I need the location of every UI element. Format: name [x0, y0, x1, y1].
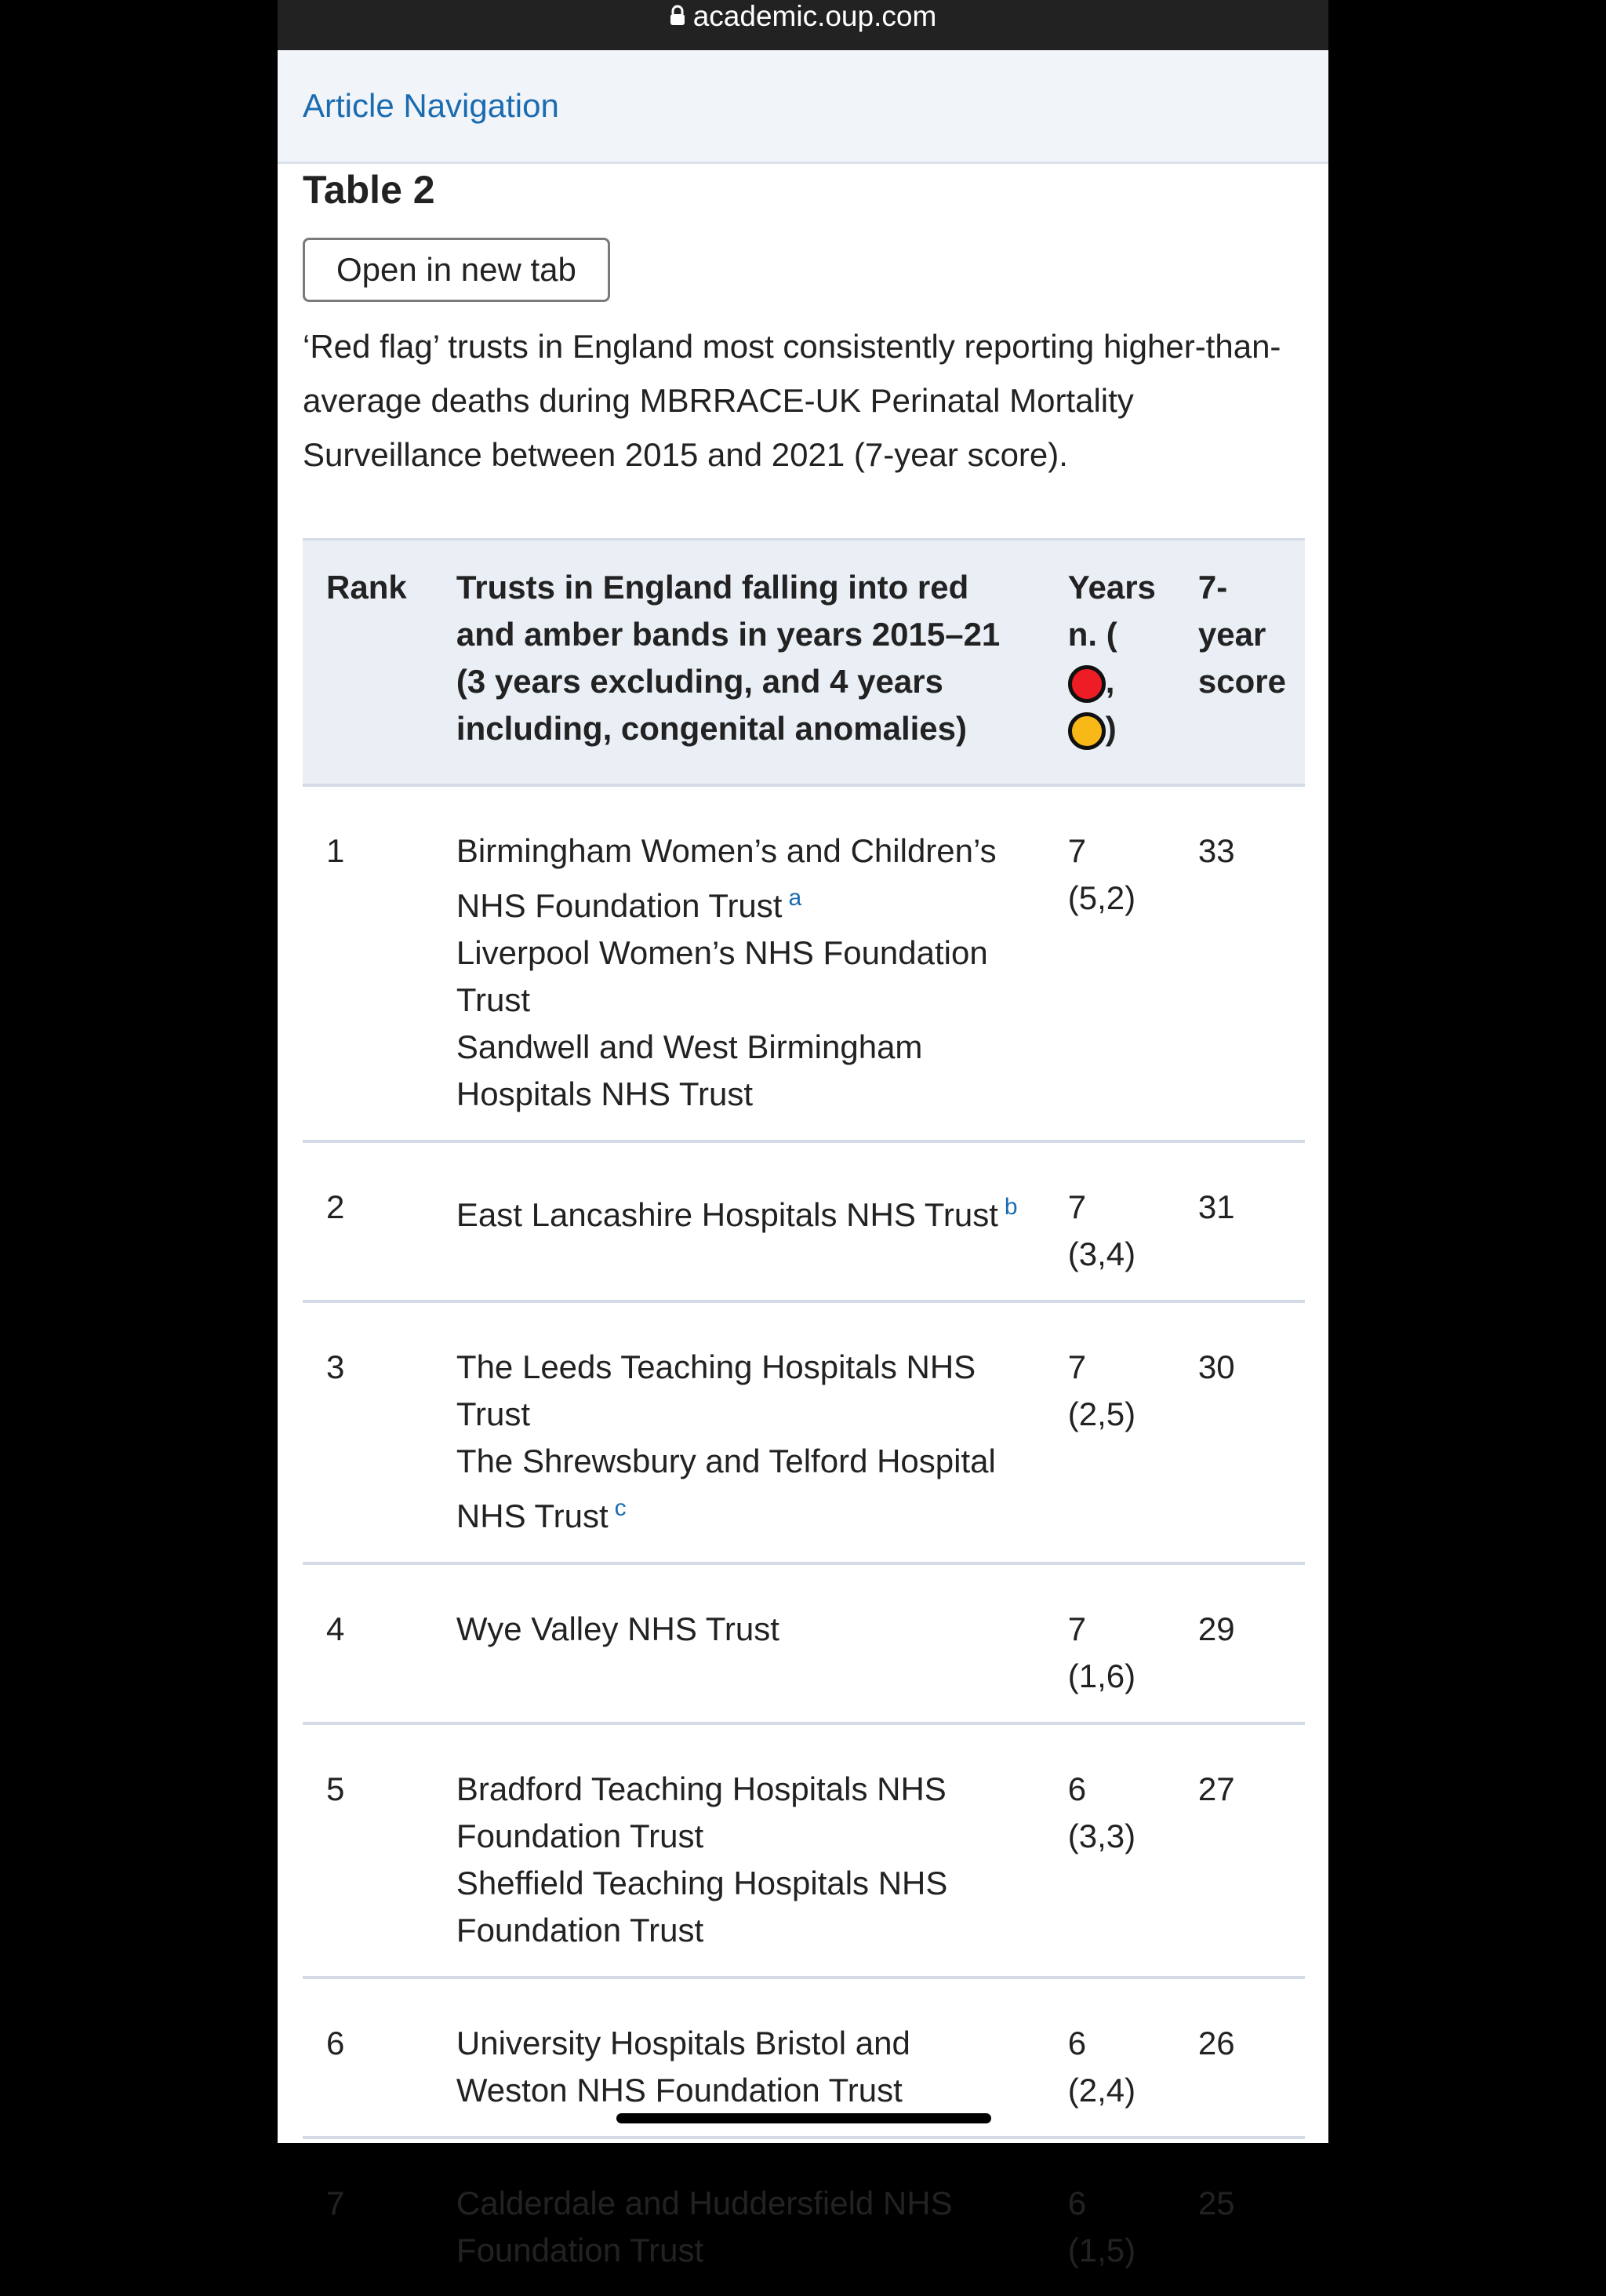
trust-name: The Leeds Teaching Hospitals NHS Trust [456, 1348, 976, 1432]
years-breakdown: (5,2) [1067, 879, 1136, 916]
trust-name: Calderdale and Huddersfield NHS Foundation Trust [456, 2185, 953, 2269]
rank-cell: 2 [303, 1141, 433, 1301]
score-cell: 27 [1175, 1723, 1305, 1978]
trusts-cell [433, 1563, 1045, 1723]
trust-name: The Shrewsbury and Telford Hospital NHS Trust [456, 1443, 996, 1534]
trust-entry [456, 1766, 1026, 1860]
years-breakdown: (2,5) [1067, 1395, 1136, 1432]
years-breakdown: (1,5) [1067, 2232, 1136, 2269]
years-cell [1045, 1723, 1175, 1978]
rank-cell: 1 [303, 785, 433, 1141]
table-caption: ‘Red flag’ trusts in England most consistently reporting higher-than-average deaths during MBRRACE-UK Perinatal Mortality Surveillance between 2015 and 2021 (7-year score). [303, 328, 1281, 473]
table-row [303, 1723, 1305, 1978]
years-cell [1045, 1978, 1175, 2138]
trusts-cell [433, 1301, 1045, 1563]
years-cell [1045, 785, 1175, 1141]
trust-name: University Hospitals Bristol and Weston NHS Foundation Trust [456, 2025, 910, 2109]
red-band-icon [1068, 665, 1106, 703]
years-cell [1045, 1301, 1175, 1563]
years-count: 6 [1067, 1770, 1087, 1807]
trust-entry [456, 930, 1026, 1024]
years-header-suffix: ) [1105, 710, 1117, 747]
footnote-link[interactable]: a [788, 885, 802, 911]
years-count: 7 [1067, 832, 1087, 869]
score-cell: 29 [1175, 1563, 1305, 1723]
score-cell: 30 [1175, 1301, 1305, 1563]
trust-name: Sheffield Teaching Hospitals NHS Foundation Trust [456, 1865, 948, 1949]
article-navigation-bar [278, 50, 1328, 164]
years-breakdown: (3,3) [1067, 1818, 1136, 1854]
score-cell: 25 [1175, 2138, 1305, 2296]
rank-column-header: Rank [303, 540, 433, 786]
table-row [303, 2138, 1305, 2296]
years-header-separator: , [1105, 663, 1115, 700]
footnote-link[interactable]: c [614, 1495, 627, 1521]
trust-entry [456, 2180, 1026, 2274]
trusts-column-header: Trusts in England falling into red and amber bands in years 2015–21 (3 years excluding, and 4 years including, congenital anomalies) [433, 540, 1045, 786]
table-body [303, 785, 1305, 2296]
trust-name: Sandwell and West Birmingham Hospitals NHS Trust [456, 1028, 923, 1112]
table-row [303, 1301, 1305, 1563]
table-section [278, 167, 1328, 2296]
trusts-cell [433, 785, 1045, 1141]
score-cell: 26 [1175, 1978, 1305, 2138]
article-navigation-link[interactable]: Article Navigation [303, 87, 559, 124]
trust-entry [456, 1606, 1026, 1653]
trust-name: Birmingham Women’s and Children’s NHS Foundation Trust [456, 832, 997, 924]
trust-entry [456, 828, 1026, 930]
score-column-header: 7-year score [1175, 540, 1305, 786]
years-count: 7 [1067, 1188, 1087, 1225]
years-count: 7 [1067, 1348, 1087, 1385]
years-cell [1045, 2138, 1175, 2296]
years-breakdown: (2,4) [1067, 2072, 1136, 2109]
article-page [278, 50, 1328, 2269]
table-header-row [303, 540, 1305, 786]
open-in-new-tab-button[interactable]: Open in new tab [303, 238, 610, 302]
amber-band-icon [1068, 712, 1106, 750]
table-row [303, 1563, 1305, 1723]
years-column-header [1045, 540, 1175, 786]
trusts-cell [433, 1141, 1045, 1301]
lock-icon [670, 0, 685, 33]
table-row [303, 1141, 1305, 1301]
url-text: academic.oup.com [692, 0, 937, 32]
trust-entry [456, 1438, 1026, 1540]
trust-entry [456, 1344, 1026, 1438]
years-breakdown: (3,4) [1067, 1235, 1136, 1272]
browser-url-bar[interactable] [278, 0, 1328, 50]
years-cell [1045, 1141, 1175, 1301]
trust-entry [456, 2020, 1026, 2114]
trust-name: East Lancashire Hospitals NHS Trust [456, 1196, 998, 1233]
rank-cell: 5 [303, 1723, 433, 1978]
trust-name: Bradford Teaching Hospitals NHS Foundation Trust [456, 1770, 947, 1854]
table-row [303, 785, 1305, 1141]
footnote-link[interactable]: b [1004, 1194, 1018, 1220]
years-count: 6 [1067, 2185, 1087, 2221]
years-count: 6 [1067, 2025, 1087, 2061]
trusts-cell [433, 1723, 1045, 1978]
table-title: Table 2 [303, 168, 435, 212]
years-header-prefix: Years n. ( [1067, 569, 1156, 653]
score-cell: 31 [1175, 1141, 1305, 1301]
rank-cell: 7 [303, 2138, 433, 2296]
years-breakdown: (1,6) [1067, 1657, 1136, 1694]
trust-entry [456, 1184, 1026, 1239]
trust-entry [456, 1860, 1026, 1954]
trusts-cell [433, 2138, 1045, 2296]
years-count: 7 [1067, 1610, 1087, 1647]
rank-cell: 4 [303, 1563, 433, 1723]
score-cell: 33 [1175, 785, 1305, 1141]
home-indicator[interactable] [616, 2113, 991, 2123]
red-flag-trusts-table [303, 538, 1305, 2296]
trust-name: Wye Valley NHS Trust [456, 1610, 779, 1647]
rank-cell: 3 [303, 1301, 433, 1563]
trust-entry [456, 1024, 1026, 1118]
rank-cell: 6 [303, 1978, 433, 2138]
years-cell [1045, 1563, 1175, 1723]
trust-name: Liverpool Women’s NHS Foundation Trust [456, 934, 988, 1018]
